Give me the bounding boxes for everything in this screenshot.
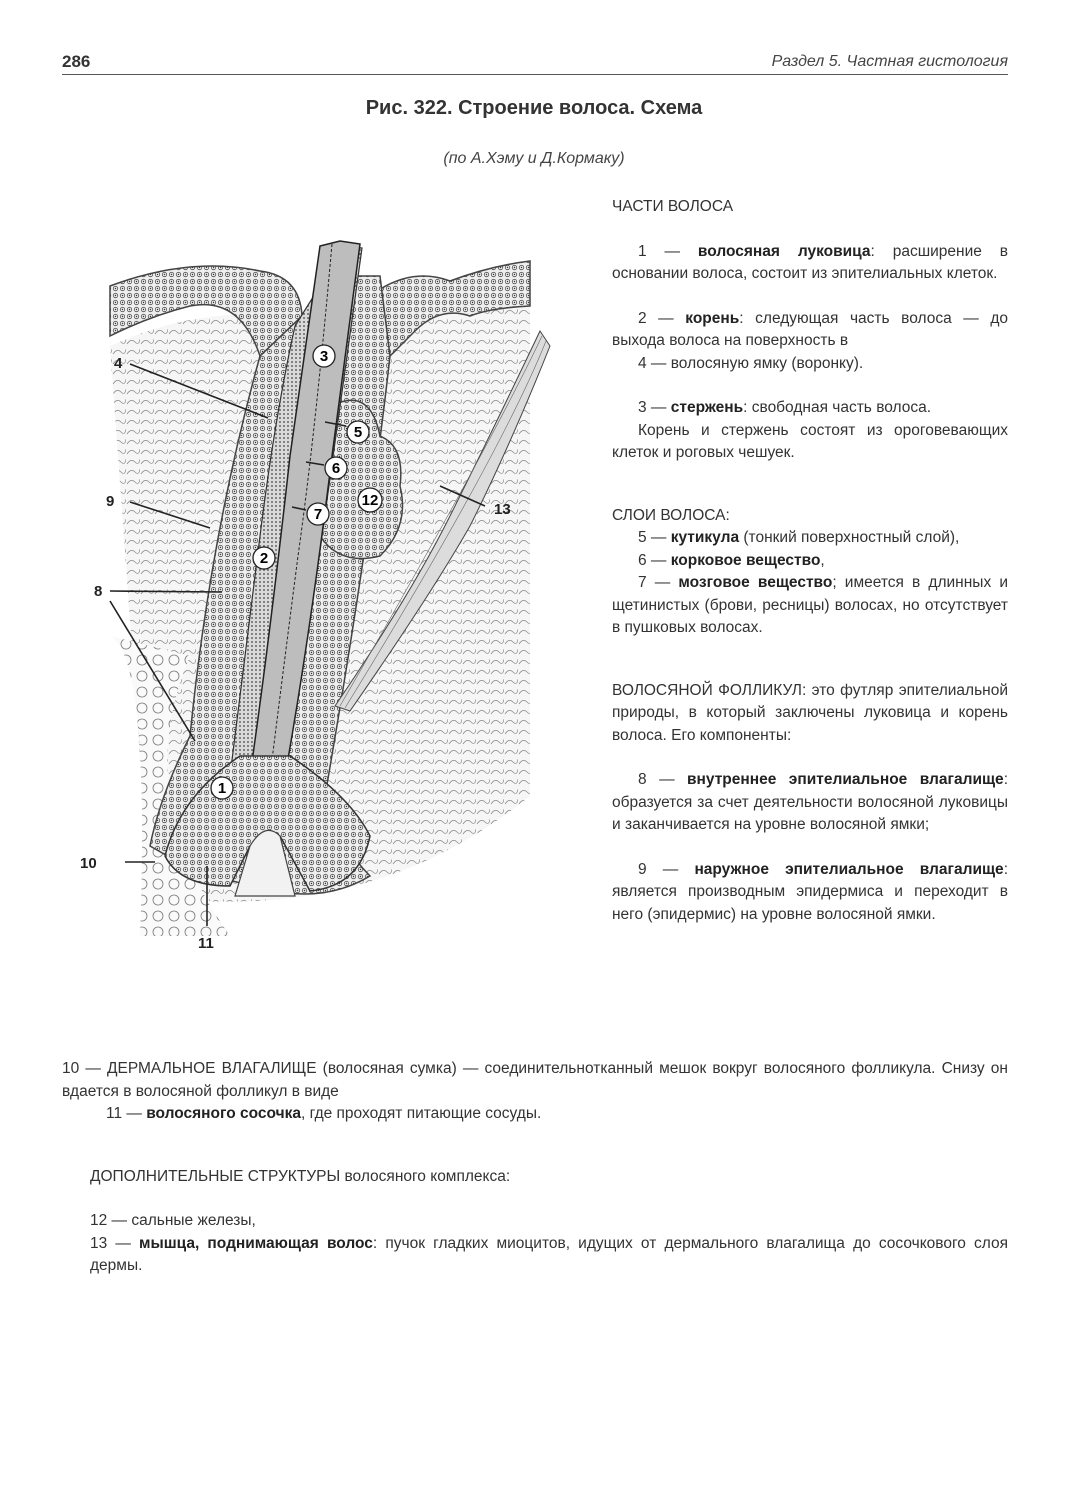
- legend-item-4: 4 — волосяную ямку (воронку).: [638, 354, 864, 372]
- legend-item-10: 10 — ДЕРМАЛЬНОЕ ВЛАГАЛИЩЕ (волосяная сумка) — соединительнотканный мешок вокруг волосяного фолликула. Снизу он вдается в волосяной фолликул в виде: [62, 1060, 1008, 1100]
- extra-structures-heading: ДОПОЛНИТЕЛЬНЫЕ СТРУКТУРЫ волосяного комплекса:: [90, 1167, 511, 1185]
- layers-heading: СЛОИ ВОЛОСА:: [612, 506, 730, 524]
- page-number: 286: [62, 52, 91, 71]
- svg-text:6: 6: [331, 460, 341, 477]
- callout-12: [358, 488, 382, 512]
- legend-item-12: 12 — сальные железы,: [90, 1212, 256, 1229]
- running-head: Раздел 5. Частная гистология: [771, 53, 1008, 70]
- legend-item-1: 1 — волосяная луковица: расширение в основании волоса, состоит из эпителиальных клеток.: [612, 242, 1008, 282]
- legend-item-13: 13 — мышца, поднимающая волос: пучок гладких миоцитов, идущих от дермального влагалища до сосочкового слоя дермы.: [90, 1234, 1009, 1274]
- callout-3: [313, 345, 335, 367]
- label-11: 11: [198, 935, 214, 952]
- legend-item-3-extra: Корень и стержень состоят из ороговевающих клеток и роговых чешуек.: [612, 421, 1008, 461]
- svg-text:2: 2: [259, 550, 269, 567]
- legend-item-2: 2 — корень: следующая часть волоса — до выхода волоса на поверхность в: [612, 309, 1009, 349]
- svg-text:12: 12: [361, 492, 379, 509]
- parts-heading: ЧАСТИ ВОЛОСА: [612, 198, 734, 215]
- legend-item-9: 9 — наружное эпителиальное влагалище: является производным эпидермиса и переходит в него (эпидермис) на уровне волосяной ямки.: [612, 860, 1008, 923]
- callout-6: [325, 457, 347, 479]
- label-4: 4: [114, 355, 123, 372]
- svg-text:1: 1: [217, 780, 227, 797]
- callout-7: [307, 503, 329, 525]
- page-header: [62, 48, 1008, 75]
- legend-item-5: 5 — кутикула (тонкий поверхностный слой),: [638, 529, 960, 546]
- legend-item-11: 11 — волосяного сосочка, где проходят питающие сосуды.: [106, 1105, 542, 1122]
- callout-2: [253, 547, 275, 569]
- legend-item-8: 8 — внутреннее эпителиальное влагалище: образуется за счет деятельности волосяной луковицы и заканчивается на уровне волосяной ямки;: [612, 771, 1008, 833]
- figure-credit: (по А.Хэму и Д.Кормаку): [443, 150, 625, 167]
- hair-structure-illustration: [70, 236, 590, 956]
- legend-column: [612, 196, 1008, 926]
- label-13: 13: [494, 501, 511, 518]
- svg-text:3: 3: [319, 348, 329, 365]
- follicle-paragraph: ВОЛОСЯНОЙ ФОЛЛИКУЛ: это футляр эпителиальной природы, в который заключены луковица и корень волоса. Его компоненты:: [612, 681, 1008, 744]
- bottom-text-block: [62, 1058, 1008, 1278]
- label-10: 10: [80, 855, 97, 872]
- label-9: 9: [106, 493, 115, 510]
- callout-1: [211, 777, 233, 799]
- legend-item-7: 7 — мозговое вещество; имеется в длинных и щетинистых (брови, ресницы) волосах, но отсутствует в пушковых волосах.: [612, 574, 1008, 636]
- svg-text:7: 7: [313, 506, 323, 523]
- svg-text:5: 5: [353, 424, 363, 441]
- legend-item-3: 3 — стержень: свободная часть волоса.: [638, 399, 932, 416]
- callout-5: [347, 421, 369, 443]
- legend-item-6: 6 — корковое вещество,: [638, 551, 825, 569]
- figure-title: Рис. 322. Строение волоса. Схема: [365, 97, 703, 119]
- label-8: 8: [94, 583, 103, 600]
